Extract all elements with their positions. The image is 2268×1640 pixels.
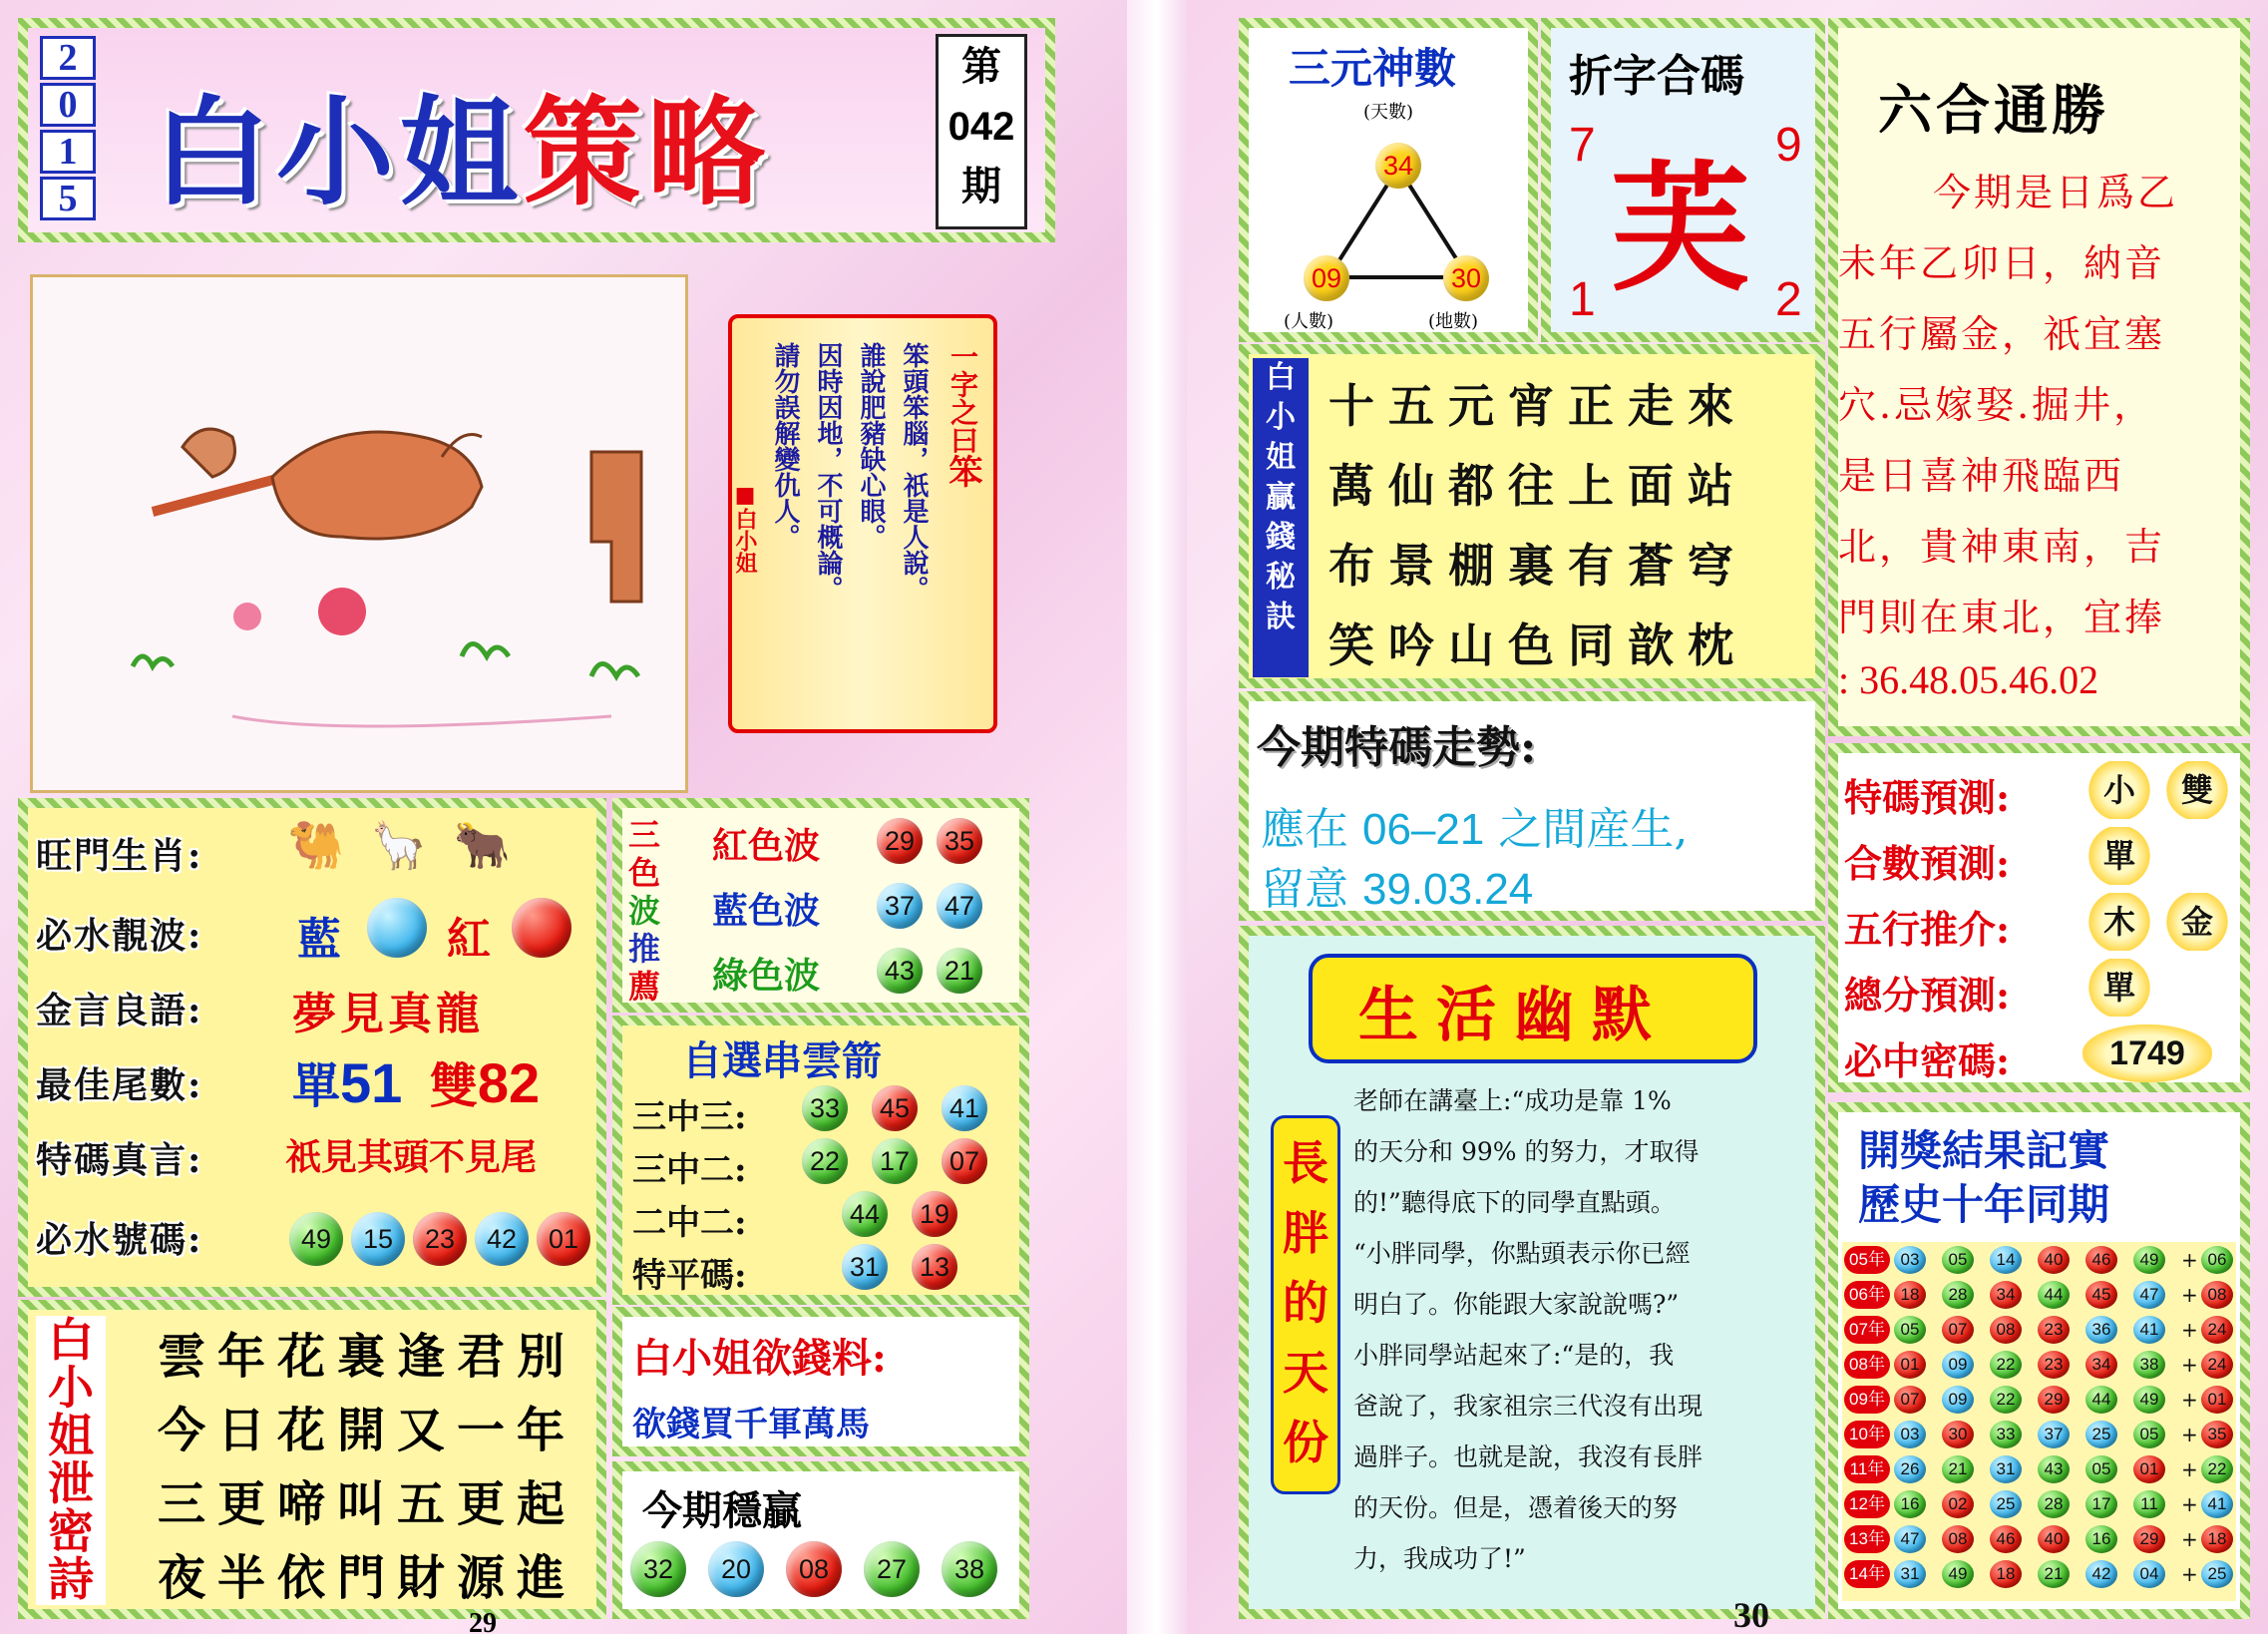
history-ball: 26 bbox=[1894, 1455, 1926, 1483]
number-ball: 49 bbox=[289, 1212, 343, 1266]
self-select-ball: 41 bbox=[942, 1085, 987, 1131]
liuhe-line: 北，貴神東南，吉 bbox=[1838, 525, 2166, 569]
zhezi-panel bbox=[1541, 18, 1825, 342]
history-special-ball: 08 bbox=[2201, 1281, 2233, 1309]
self-select-ball: 33 bbox=[802, 1085, 848, 1131]
history-ball: 21 bbox=[1942, 1455, 1974, 1483]
wave-ball: 21 bbox=[937, 948, 982, 994]
camel-icon: 🐫 bbox=[287, 818, 345, 872]
scroll-line: 請勿誤解變仇人。 bbox=[770, 342, 800, 550]
history-ball: 34 bbox=[2085, 1351, 2117, 1379]
history-ball: 09 bbox=[1942, 1351, 1974, 1379]
history-ball: 18 bbox=[1990, 1560, 2022, 1588]
history-ball: 05 bbox=[2085, 1455, 2117, 1483]
secret-title-char: 白 bbox=[1266, 360, 1296, 395]
wave-ball: 37 bbox=[877, 883, 923, 929]
history-special-ball: 06 bbox=[2201, 1246, 2233, 1274]
issue-prefix: 第 bbox=[961, 43, 1001, 90]
history-ball: 36 bbox=[2085, 1316, 2117, 1344]
prediction-badge: 雙 bbox=[2165, 761, 2229, 819]
liuhe-panel bbox=[1828, 18, 2250, 736]
zodiac-icons bbox=[287, 818, 586, 878]
history-year: 06年 bbox=[1844, 1281, 1890, 1309]
zhezi-n3: 1 bbox=[1569, 273, 1596, 326]
wave-ball: 43 bbox=[877, 948, 923, 994]
plus-sign: + bbox=[2181, 1318, 2198, 1342]
wave-ball: 47 bbox=[937, 883, 982, 929]
self-select-label: 二中二: bbox=[632, 1203, 747, 1243]
liuhe-title: 六合通勝 bbox=[1878, 78, 2109, 142]
issue-suffix: 期 bbox=[961, 163, 1001, 209]
wave-red-text: 紅 bbox=[447, 914, 491, 965]
zhezi-title: 折字合碼 bbox=[1569, 51, 1744, 102]
history-ball: 21 bbox=[2038, 1560, 2070, 1588]
blue-wave-label: 藍色波 bbox=[712, 890, 821, 932]
three-color-title-char: 色 bbox=[628, 854, 661, 892]
poem-panel bbox=[18, 1300, 606, 1619]
history-ball: 02 bbox=[1942, 1490, 1974, 1518]
history-ball: 43 bbox=[2038, 1455, 2070, 1483]
poem-title-char: 泄 bbox=[48, 1456, 94, 1510]
history-special-ball: 01 bbox=[2201, 1386, 2233, 1414]
sanyuan-right-label: (地數) bbox=[1428, 311, 1479, 332]
history-ball: 33 bbox=[1990, 1421, 2022, 1448]
trend-title: 今期特碼走勢: bbox=[1257, 722, 1537, 773]
history-ball: 34 bbox=[1990, 1281, 2022, 1309]
humor-line: 力，我成功了!” bbox=[1353, 1544, 1526, 1573]
header-banner bbox=[18, 18, 1055, 242]
secret-title-char: 秘 bbox=[1266, 560, 1296, 595]
secret-title-char: 小 bbox=[1266, 400, 1296, 435]
history-year: 13年 bbox=[1844, 1525, 1890, 1553]
zhezi-n4: 2 bbox=[1775, 273, 1802, 326]
history-ball: 37 bbox=[2038, 1421, 2070, 1448]
prediction-label: 特碼預測: bbox=[1844, 775, 2011, 820]
year-digit: 0 bbox=[40, 83, 96, 127]
humor-line: 小胖同學站起來了:“是的，我 bbox=[1353, 1341, 1675, 1370]
green-wave-label: 綠色波 bbox=[712, 955, 821, 997]
history-ball: 46 bbox=[1990, 1525, 2022, 1553]
trend-line-2: 留意 39.03.24 bbox=[1261, 864, 1534, 915]
history-year: 14年 bbox=[1844, 1560, 1890, 1588]
history-ball: 40 bbox=[2038, 1246, 2070, 1274]
zhezi-char: 芙 bbox=[1611, 148, 1751, 311]
history-ball: 44 bbox=[2085, 1386, 2117, 1414]
history-ball: 25 bbox=[1990, 1490, 2022, 1518]
poem-line: 夜半依門財源進 bbox=[158, 1550, 577, 1606]
wave-ball: 29 bbox=[877, 818, 923, 864]
sanyuan-title: 三元神數 bbox=[1289, 44, 1457, 93]
prediction-badge: 木 bbox=[2087, 893, 2151, 951]
self-select-ball: 07 bbox=[942, 1138, 987, 1184]
scroll-text bbox=[732, 342, 987, 711]
three-color-title-char: 波 bbox=[628, 892, 661, 930]
history-panel bbox=[1828, 1102, 2250, 1619]
self-select-ball: 31 bbox=[842, 1244, 888, 1290]
number-ball: 42 bbox=[475, 1212, 529, 1266]
history-ball: 25 bbox=[2085, 1421, 2117, 1448]
secret-lines bbox=[1328, 366, 1817, 685]
poem-lines bbox=[158, 1320, 596, 1609]
prediction-rows bbox=[1838, 761, 2242, 1090]
issue-number: 042 bbox=[947, 105, 1015, 149]
year-digit: 1 bbox=[40, 130, 96, 174]
history-ball: 23 bbox=[2038, 1316, 2070, 1344]
history-year: 09年 bbox=[1844, 1386, 1890, 1414]
history-ball: 14 bbox=[1990, 1246, 2022, 1274]
poem-line: 雲年花裏逢君別 bbox=[158, 1329, 577, 1385]
history-ball: 22 bbox=[1990, 1386, 2022, 1414]
liuhe-line: 門則在東北，宜捧 bbox=[1838, 596, 2166, 639]
money-panel bbox=[612, 1307, 1029, 1456]
wave-label: 必水靚波: bbox=[36, 915, 203, 957]
prediction-badge: 金 bbox=[2165, 893, 2229, 951]
tail-label: 最佳尾數: bbox=[36, 1064, 203, 1106]
three-color-balls bbox=[877, 808, 1016, 1008]
scroll-title-char: 笨 bbox=[943, 454, 982, 488]
history-ball: 49 bbox=[2133, 1246, 2165, 1274]
history-year: 10年 bbox=[1844, 1421, 1890, 1448]
motto-value: 夢見真龍 bbox=[292, 989, 484, 1039]
illustration-frame bbox=[30, 274, 688, 793]
prediction-label: 合數預測: bbox=[1844, 841, 2011, 886]
money-text: 欲錢買千軍萬馬 bbox=[632, 1405, 870, 1444]
humor-line: 的!”聽得底下的同學直點頭。 bbox=[1353, 1188, 1676, 1217]
history-ball: 47 bbox=[2133, 1281, 2165, 1309]
llama-icon: 🦙 bbox=[370, 818, 428, 872]
prediction-badge: 單 bbox=[2087, 827, 2151, 885]
liuhe-line: 今期是日爲乙 bbox=[1933, 171, 2179, 214]
sanyuan-left-label: (人數) bbox=[1284, 311, 1334, 332]
plus-sign: + bbox=[2181, 1248, 2198, 1272]
prediction-panel bbox=[1828, 743, 2250, 1092]
history-ball: 08 bbox=[1942, 1525, 1974, 1553]
history-ball: 46 bbox=[2085, 1246, 2117, 1274]
history-ball: 07 bbox=[1894, 1386, 1926, 1414]
humor-line: 的天分和 99% 的努力，才取得 bbox=[1353, 1137, 1700, 1166]
humor-side-char: 胖 bbox=[1283, 1206, 1328, 1260]
history-ball: 18 bbox=[1894, 1281, 1926, 1309]
three-color-panel bbox=[612, 798, 1029, 1013]
history-ball: 05 bbox=[2133, 1421, 2165, 1448]
year-digits bbox=[40, 36, 100, 225]
history-ball: 16 bbox=[1894, 1490, 1926, 1518]
win-ball: 08 bbox=[786, 1541, 842, 1597]
poem-title-char: 白 bbox=[48, 1313, 94, 1367]
year-digit: 2 bbox=[40, 36, 96, 80]
scroll-note bbox=[698, 294, 1027, 763]
poem-title-char: 詩 bbox=[48, 1552, 94, 1606]
history-ball: 01 bbox=[1894, 1351, 1926, 1379]
liuhe-line: 是日喜神飛臨西 bbox=[1838, 454, 2125, 498]
sanyuan-top-label: (天數) bbox=[1363, 102, 1414, 123]
history-special-ball: 22 bbox=[2201, 1455, 2233, 1483]
history-ball: 03 bbox=[1894, 1421, 1926, 1448]
history-ball: 30 bbox=[1942, 1421, 1974, 1448]
liuhe-text bbox=[1838, 158, 2237, 653]
secret-code-badge: 1749 bbox=[2082, 1025, 2212, 1082]
history-ball: 05 bbox=[1894, 1316, 1926, 1344]
history-year: 05年 bbox=[1844, 1246, 1890, 1274]
history-ball: 23 bbox=[2038, 1351, 2070, 1379]
secret-line: 笑吟山色同歆枕 bbox=[1328, 618, 1747, 672]
self-select-ball: 22 bbox=[802, 1138, 848, 1184]
history-ball: 49 bbox=[2133, 1386, 2165, 1414]
history-ball: 05 bbox=[1942, 1246, 1974, 1274]
poem-title-char: 姐 bbox=[48, 1409, 94, 1462]
self-select-label: 特平碼: bbox=[632, 1256, 747, 1296]
history-title-2: 歷史十年同期 bbox=[1858, 1180, 2110, 1229]
history-ball: 29 bbox=[2038, 1386, 2070, 1414]
tail-values: 單51 雙82 bbox=[292, 1051, 541, 1114]
zodiac-label: 旺門生肖: bbox=[36, 835, 203, 877]
history-ball: 07 bbox=[1942, 1316, 1974, 1344]
prediction-label: 五行推介: bbox=[1844, 907, 2011, 952]
scroll-line: 因時因地，不可概論。 bbox=[813, 342, 843, 602]
page-number-right: 30 bbox=[1733, 1595, 1769, 1635]
history-ball: 17 bbox=[2085, 1490, 2117, 1518]
history-ball: 42 bbox=[2085, 1560, 2117, 1588]
poem-title-char: 密 bbox=[48, 1504, 94, 1558]
humor-line: 老師在講臺上:“成功是靠 1% bbox=[1353, 1086, 1672, 1115]
zhezi-n1: 7 bbox=[1569, 119, 1596, 172]
self-select-label: 三中二: bbox=[632, 1150, 747, 1190]
history-ball: 08 bbox=[1990, 1316, 2022, 1344]
plus-sign: + bbox=[2181, 1457, 2198, 1481]
win-ball: 20 bbox=[708, 1541, 764, 1597]
wave-blue-text: 藍 bbox=[297, 914, 341, 965]
red-wave-label: 紅色波 bbox=[712, 825, 821, 867]
humor-side-char: 的 bbox=[1283, 1276, 1328, 1330]
history-title-1: 開獎結果記實 bbox=[1858, 1126, 2110, 1175]
history-ball: 31 bbox=[1894, 1560, 1926, 1588]
humor-side-char: 份 bbox=[1283, 1416, 1328, 1469]
scroll-sign: ■白小姐 bbox=[732, 482, 758, 574]
history-ball: 31 bbox=[1990, 1455, 2022, 1483]
number-ball: 01 bbox=[537, 1212, 590, 1266]
humor-line: 的天份。但是，憑着後天的努 bbox=[1353, 1493, 1679, 1522]
secret-title bbox=[1253, 358, 1309, 677]
win-ball: 32 bbox=[630, 1541, 686, 1597]
history-year: 11年 bbox=[1844, 1455, 1890, 1483]
history-ball: 29 bbox=[2133, 1525, 2165, 1553]
page-number-left: 29 bbox=[469, 1608, 497, 1639]
number-ball: 23 bbox=[413, 1212, 467, 1266]
history-ball: 16 bbox=[2085, 1525, 2117, 1553]
win-title: 今期穩贏 bbox=[642, 1487, 802, 1534]
secret-line: 萬仙都往上面站 bbox=[1328, 459, 1747, 513]
liuhe-line: 穴.忌嫁娶.掘井， bbox=[1838, 383, 2155, 427]
history-table bbox=[1842, 1242, 2236, 1601]
pig-illustration bbox=[33, 277, 685, 790]
three-color-title-char: 三 bbox=[628, 816, 661, 854]
liuhe-line: 五行屬金，祇宜塞 bbox=[1838, 312, 2166, 356]
sanyuan-panel bbox=[1239, 18, 1538, 342]
self-select-rows bbox=[622, 1085, 1021, 1305]
scroll-title-text: 一字之曰 bbox=[946, 342, 979, 454]
history-special-ball: 35 bbox=[2201, 1421, 2233, 1448]
humor-line: 過胖子。也就是說，我沒有長胖 bbox=[1353, 1442, 1703, 1471]
history-ball: 09 bbox=[1942, 1386, 1974, 1414]
self-select-ball: 44 bbox=[842, 1191, 888, 1237]
history-ball: 38 bbox=[2133, 1351, 2165, 1379]
humor-line: 明白了。你能跟大家說說嗎?” bbox=[1353, 1290, 1680, 1319]
self-select-ball: 19 bbox=[912, 1191, 957, 1237]
win-ball: 27 bbox=[864, 1541, 920, 1597]
secret-line: 十五元宵正走來 bbox=[1328, 379, 1747, 433]
history-ball: 28 bbox=[1942, 1281, 1974, 1309]
history-ball: 49 bbox=[1942, 1560, 1974, 1588]
red-orb bbox=[512, 898, 571, 958]
humor-title: 生活幽默 bbox=[1358, 981, 1670, 1050]
scroll-title bbox=[939, 342, 987, 711]
wave-ball: 35 bbox=[937, 818, 982, 864]
history-year: 12年 bbox=[1844, 1490, 1890, 1518]
issue-box bbox=[936, 34, 1027, 229]
history-ball: 11 bbox=[2133, 1490, 2165, 1518]
prediction-badge: 單 bbox=[2087, 959, 2151, 1017]
humor-line: “小胖同學，你點頭表示你已經 bbox=[1353, 1239, 1691, 1268]
history-ball: 40 bbox=[2038, 1525, 2070, 1553]
prediction-label: 必中密碼: bbox=[1844, 1038, 2011, 1083]
secret-line: 布景棚裏有蒼穹 bbox=[1328, 539, 1747, 593]
secret-title-char: 訣 bbox=[1266, 600, 1296, 634]
self-select-ball: 17 bbox=[872, 1138, 918, 1184]
plus-sign: + bbox=[2181, 1353, 2198, 1377]
secret-title-char: 姐 bbox=[1266, 440, 1296, 475]
three-color-title-char: 薦 bbox=[628, 968, 661, 1006]
humor-panel bbox=[1239, 926, 1825, 1619]
win-ball: 38 bbox=[942, 1541, 997, 1597]
motto-label: 金言良語: bbox=[36, 990, 203, 1031]
self-select-panel bbox=[612, 1016, 1029, 1305]
history-ball: 04 bbox=[2133, 1560, 2165, 1588]
sanyuan-right-number: 30 bbox=[1443, 255, 1489, 301]
humor-line: 爸說了，我家祖宗三代沒有出現 bbox=[1353, 1392, 1703, 1421]
win-balls bbox=[630, 1541, 1019, 1601]
number-ball: 15 bbox=[351, 1212, 405, 1266]
history-ball: 28 bbox=[2038, 1490, 2070, 1518]
plus-sign: + bbox=[2181, 1423, 2198, 1446]
poem-line: 三更啼叫五更起 bbox=[158, 1476, 577, 1532]
history-special-ball: 24 bbox=[2201, 1351, 2233, 1379]
special-code-label: 特碼真言: bbox=[36, 1139, 203, 1181]
history-special-ball: 41 bbox=[2201, 1490, 2233, 1518]
zhezi-n2: 9 bbox=[1775, 119, 1802, 172]
plus-sign: + bbox=[2181, 1562, 2198, 1586]
trend-line-1: 應在 06–21 之間産生, bbox=[1261, 804, 1689, 855]
win-panel bbox=[612, 1461, 1029, 1619]
history-year: 08年 bbox=[1844, 1351, 1890, 1379]
must-numbers-label: 必水號碼: bbox=[36, 1219, 203, 1261]
trend-panel bbox=[1239, 691, 1825, 921]
history-ball: 45 bbox=[2085, 1281, 2117, 1309]
secret-title-char: 贏 bbox=[1266, 480, 1296, 515]
humor-text bbox=[1353, 1075, 1822, 1584]
self-select-ball: 45 bbox=[872, 1085, 918, 1131]
liuhe-numbers: : 36.48.05.46.02 bbox=[1838, 657, 2099, 702]
plus-sign: + bbox=[2181, 1388, 2198, 1412]
history-ball: 22 bbox=[1990, 1351, 2022, 1379]
scroll-line: 誰說肥豬缺心眼。 bbox=[856, 342, 886, 550]
self-select-ball: 13 bbox=[912, 1244, 957, 1290]
history-special-ball: 25 bbox=[2201, 1560, 2233, 1588]
poem-line: 今日花開又一年 bbox=[158, 1403, 577, 1458]
three-color-title-char: 推 bbox=[628, 930, 661, 968]
humor-side-char: 長 bbox=[1283, 1136, 1328, 1190]
liuhe-line: 未年乙卯日，納音 bbox=[1838, 241, 2166, 285]
prediction-label: 總分預測: bbox=[1844, 973, 2011, 1018]
book-spine bbox=[1127, 0, 1187, 1634]
sanyuan-top-number: 34 bbox=[1375, 143, 1421, 189]
history-year: 07年 bbox=[1844, 1316, 1890, 1344]
humor-side-char: 天 bbox=[1283, 1346, 1328, 1400]
history-ball: 44 bbox=[2038, 1281, 2070, 1309]
secret-panel bbox=[1239, 344, 1825, 688]
money-title: 白小姐欲錢料: bbox=[632, 1335, 887, 1382]
history-ball: 41 bbox=[2133, 1316, 2165, 1344]
plus-sign: + bbox=[2181, 1283, 2198, 1307]
history-special-ball: 18 bbox=[2201, 1525, 2233, 1553]
year-digit: 5 bbox=[40, 177, 96, 220]
sanyuan-left-number: 09 bbox=[1304, 255, 1349, 301]
history-ball: 03 bbox=[1894, 1246, 1926, 1274]
poem-title-char: 小 bbox=[48, 1361, 94, 1415]
history-ball: 01 bbox=[2133, 1455, 2165, 1483]
secret-title-char: 錢 bbox=[1266, 520, 1296, 555]
humor-side-title bbox=[1271, 1115, 1340, 1494]
history-special-ball: 24 bbox=[2201, 1316, 2233, 1344]
blue-orb bbox=[367, 898, 427, 958]
special-code-value: 祇見其頭不見尾 bbox=[285, 1136, 538, 1178]
prediction-badge: 小 bbox=[2087, 761, 2151, 819]
three-color-title bbox=[628, 816, 668, 1006]
info-panel bbox=[18, 798, 606, 1297]
poem-title bbox=[36, 1313, 106, 1606]
plus-sign: + bbox=[2181, 1492, 2198, 1516]
self-select-title: 自選串雲箭 bbox=[682, 1037, 882, 1084]
page-title: 白小姐策略 bbox=[153, 83, 772, 221]
must-numbers-balls bbox=[289, 1207, 606, 1267]
history-ball: 47 bbox=[1894, 1525, 1926, 1553]
ox-icon: 🐂 bbox=[453, 818, 511, 872]
scroll-line: 笨頭笨腦，祇是人說。 bbox=[899, 342, 929, 602]
plus-sign: + bbox=[2181, 1527, 2198, 1551]
self-select-label: 三中三: bbox=[632, 1097, 747, 1137]
